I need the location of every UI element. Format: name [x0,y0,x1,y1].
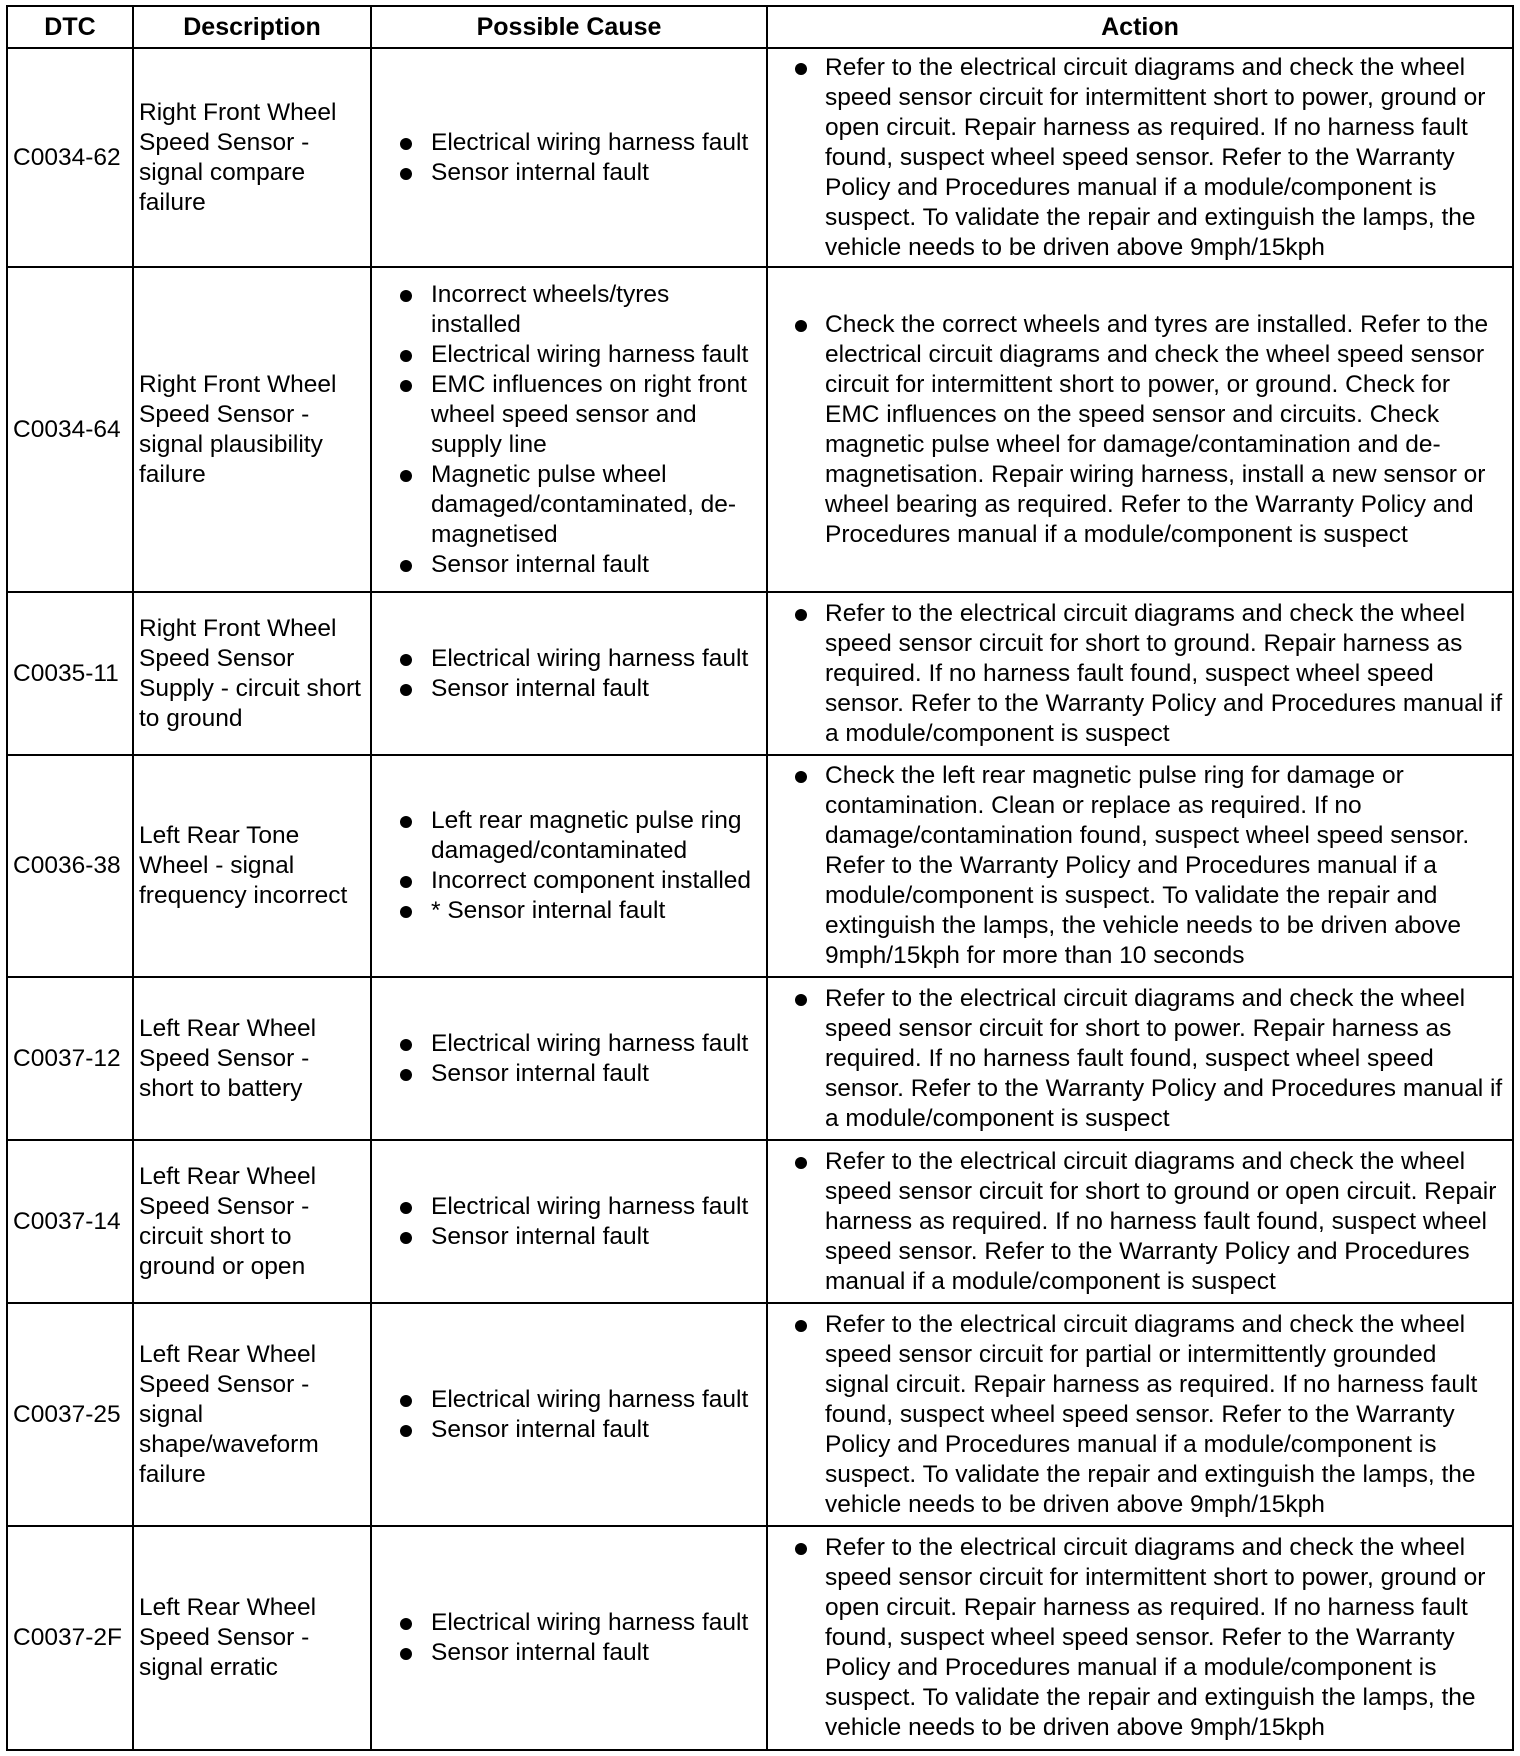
cause-item: Left rear magnetic pulse ring damaged/contaminated [377,806,761,866]
action-list [773,1147,1507,1297]
possible-cause-cell [371,1140,767,1303]
cause-item: Sensor internal fault [377,1059,761,1089]
description-cell: Left Rear Wheel Speed Sensor - circuit short to ground or open [133,1140,371,1303]
dtc-code: C0035-11 [7,592,133,755]
description-cell: Right Front Wheel Speed Sensor - signal compare failure [133,48,371,267]
cause-item: Incorrect component installed [377,866,761,896]
dtc-code: C0034-64 [7,267,133,592]
table-row [7,592,1513,755]
possible-cause-cell [371,1303,767,1526]
cause-item: Sensor internal fault [377,1415,761,1445]
action-cell [767,48,1513,267]
description-cell: Right Front Wheel Speed Sensor Supply - circuit short to ground [133,592,371,755]
cause-list [377,1029,761,1089]
cause-item: Electrical wiring harness fault [377,1192,761,1222]
cause-item: Magnetic pulse wheel damaged/contaminated, de-magnetised [377,460,761,550]
dtc-table [6,5,1514,1751]
possible-cause-cell [371,755,767,977]
table-row [7,1303,1513,1526]
cause-item: Electrical wiring harness fault [377,1029,761,1059]
possible-cause-cell [371,48,767,267]
cause-item: Electrical wiring harness fault [377,1608,761,1638]
possible-cause-cell [371,592,767,755]
action-cell [767,592,1513,755]
header-dtc: DTC [7,6,133,48]
dtc-code: C0037-25 [7,1303,133,1526]
table-row [7,1140,1513,1303]
action-cell [767,1140,1513,1303]
possible-cause-cell [371,977,767,1140]
header-action: Action [767,6,1513,48]
action-item: Refer to the electrical circuit diagrams and check the wheel speed sensor circuit for short to ground or open circuit. Repair harness as required. If no harness fault found, suspect wheel speed sensor. Refer to the Warranty Policy and Procedures manual if a module/component is suspect [773,1147,1507,1297]
header-row [7,6,1513,48]
cause-item: Sensor internal fault [377,1222,761,1252]
cause-list [377,280,761,580]
cause-item: * Sensor internal fault [377,896,761,926]
description-cell: Left Rear Wheel Speed Sensor - signal shape/waveform failure [133,1303,371,1526]
dtc-code: C0034-62 [7,48,133,267]
table-row [7,1526,1513,1750]
action-list [773,984,1507,1134]
action-cell [767,1526,1513,1750]
action-cell [767,267,1513,592]
cause-item: Electrical wiring harness fault [377,644,761,674]
table-row [7,977,1513,1140]
action-item: Refer to the electrical circuit diagrams and check the wheel speed sensor circuit for short to power. Repair harness as required. If no harness fault found, suspect wheel speed sensor. Refer to the Warranty Policy and Procedures manual if a module/component is suspect [773,984,1507,1134]
cause-list [377,128,761,188]
description-cell: Left Rear Wheel Speed Sensor - short to battery [133,977,371,1140]
cause-list [377,1385,761,1445]
description-cell: Left Rear Tone Wheel - signal frequency incorrect [133,755,371,977]
cause-item: Sensor internal fault [377,158,761,188]
cause-item: EMC influences on right front wheel speed sensor and supply line [377,370,761,460]
table-row [7,755,1513,977]
possible-cause-cell [371,267,767,592]
cause-item: Electrical wiring harness fault [377,340,761,370]
dtc-code: C0037-12 [7,977,133,1140]
dtc-code: C0037-2F [7,1526,133,1750]
action-list [773,310,1507,550]
cause-list [377,806,761,926]
header-possible-cause: Possible Cause [371,6,767,48]
dtc-code: C0037-14 [7,1140,133,1303]
action-cell [767,755,1513,977]
action-cell [767,1303,1513,1526]
action-item: Refer to the electrical circuit diagrams and check the wheel speed sensor circuit for partial or intermittently grounded signal circuit. Repair harness as required. If no harness fault found, suspect wheel speed sensor. Refer to the Warranty Policy and Procedures manual if a module/component is suspect. To validate the repair and extinguish the lamps, the vehicle needs to be driven above 9mph/15kph [773,1310,1507,1520]
action-list [773,1310,1507,1520]
action-item: Check the left rear magnetic pulse ring for damage or contamination. Clean or replace as required. If no damage/contamination found, suspect wheel speed sensor. Refer to the Warranty Policy and Procedures manual if a module/component is suspect. To validate the repair and extinguish the lamps, the vehicle needs to be driven above 9mph/15kph for more than 10 seconds [773,761,1507,971]
table-row [7,267,1513,592]
cause-item: Electrical wiring harness fault [377,1385,761,1415]
description-cell: Right Front Wheel Speed Sensor - signal plausibility failure [133,267,371,592]
cause-item: Incorrect wheels/tyres installed [377,280,761,340]
dtc-document [6,5,1512,1751]
cause-item: Electrical wiring harness fault [377,128,761,158]
action-list [773,761,1507,971]
description-cell: Left Rear Wheel Speed Sensor -signal erratic [133,1526,371,1750]
cause-list [377,1192,761,1252]
table-row [7,48,1513,267]
dtc-code: C0036-38 [7,755,133,977]
cause-item: Sensor internal fault [377,550,761,580]
header-description: Description [133,6,371,48]
cause-list [377,1608,761,1668]
action-list [773,53,1507,263]
possible-cause-cell [371,1526,767,1750]
action-item: Refer to the electrical circuit diagrams and check the wheel speed sensor circuit for intermittent short to power, ground or open circuit. Repair harness as required. If no harness fault found, suspect wheel speed sensor. Refer to the Warranty Policy and Procedures manual if a module/component is suspect. To validate the repair and extinguish the lamps, the vehicle needs to be driven above 9mph/15kph [773,53,1507,263]
action-list [773,1533,1507,1743]
action-item: Check the correct wheels and tyres are installed. Refer to the electrical circuit diagrams and check the wheel speed sensor circuit for intermittent short to power, or ground. Check for EMC influences on the speed sensor and circuits. Check magnetic pulse wheel for damage/contamination and de-magnetisation. Repair wiring harness, install a new sensor or wheel bearing as required. Refer to the Warranty Policy and Procedures manual if a module/component is suspect [773,310,1507,550]
cause-item: Sensor internal fault [377,1638,761,1668]
cause-list [377,644,761,704]
cause-item: Sensor internal fault [377,674,761,704]
action-cell [767,977,1513,1140]
action-item: Refer to the electrical circuit diagrams and check the wheel speed sensor circuit for short to ground. Repair harness as required. If no harness fault found, suspect wheel speed sensor. Refer to the Warranty Policy and Procedures manual if a module/component is suspect [773,599,1507,749]
action-item: Refer to the electrical circuit diagrams and check the wheel speed sensor circuit for intermittent short to power, ground or open circuit. Repair harness as required. If no harness fault found, suspect wheel speed sensor. Refer to the Warranty Policy and Procedures manual if a module/component is suspect. To validate the repair and extinguish the lamps, the vehicle needs to be driven above 9mph/15kph [773,1533,1507,1743]
action-list [773,599,1507,749]
